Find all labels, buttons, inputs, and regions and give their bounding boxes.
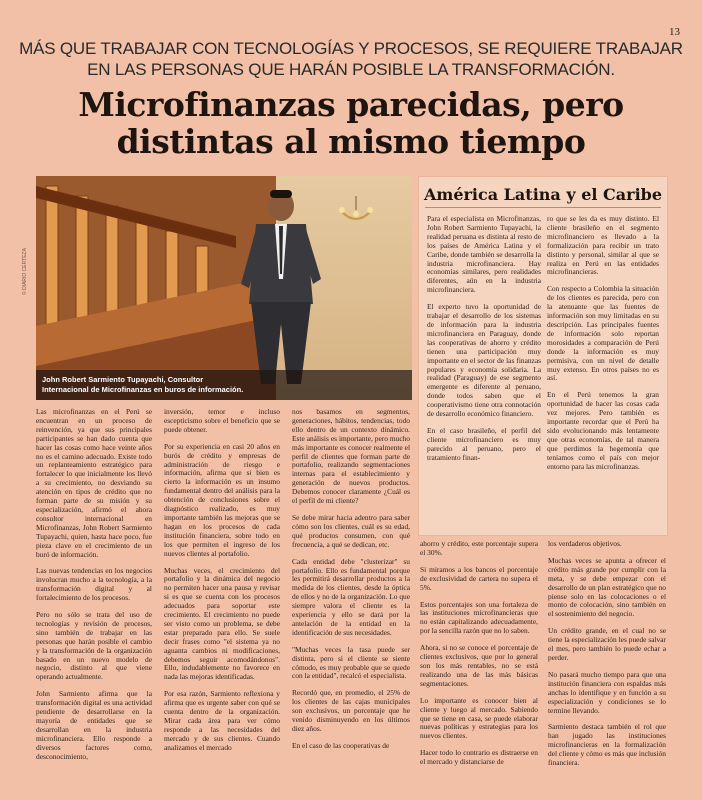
body-paragraph: nos basamos en segmentos, generaciones, hábitos, tendencias, todo ello dentro de un contexto dinámico. Este análisis es importante, pero mucho más importante es conocer realmente el perfil de clientes que forman parte de portafolio, realizando segmentaciones internas para el establecimiento y generación de nuevos productos. Debemos conocer claramente ¿Cuál es el perfil de mi cliente?	[292, 407, 410, 506]
sidebar-column-1	[427, 215, 541, 471]
kicker	[0, 38, 702, 80]
sidebar-paragraph: Para el especialista en Microfinanzas, John Robert Sarmiento Tupayachi, la realidad peruana es distinta al resto de los países de América Latina y el Caribe, donde también se desarrolla la industria microfinanciera. Hay economías similares, pero realidades diferentes, aún en la industria microfinanciera.	[427, 214, 541, 295]
body-paragraph: Estos porcentajes son una fortaleza de las instituciones microfinancieras que no están capitalizando adecuadamente, por la sencilla razón que no lo saben.	[420, 599, 538, 636]
sidebar-paragraph: ro que se les da es muy distinto. El cliente brasileño en el segmento microfinanciero es llevado a la formalización para recibir un trato distinto y personal, similar al que se realiza en Perú en las entidades microfinancieras.	[547, 214, 659, 277]
headline	[0, 86, 702, 160]
body-paragraph: Se debe mirar hacia adentro para saber cómo son los clientes, cuál es su edad, qué productos consumen, con qué frecuencia, a qué se dedican, etc.	[292, 512, 410, 549]
sidebar-paragraph: En el caso brasileño, el perfil del cliente microfinanciero es muy parecido al peruano, pero el tratamiento finan-	[427, 425, 541, 462]
body-paragraph: Las microfinanzas en el Perú se encuentran en un proceso de reinvención, ya que sus principales participantes se han dado cuenta que hacer las cosas como hace veinte años no es el camino adecuado. Existe todo un replanteamiento estratégico para fortalecer lo que inicialmente los llevó a su crecimiento, no desviando su atención en tipos de crédito que no forman parte de su misión y su especialización, afirmó el ahora consultor internacional en Microfinanzas, John Robert Sarmiento Tupayachi, quien, hasta hace poco, fue pieza clave en el crecimiento de un buró de información.	[36, 407, 152, 559]
body-column-1	[36, 408, 152, 770]
sidebar-paragraph: En el Perú tenemos la gran oportunidad de hacer las cosas cada vez mejores. Pero también es importante recordar que el Perú ha sido evolucionando más lentamente que otras economías, de tal manera que perdimos la hegemonía que teníamos como el país con mejor entorno para las microfinanzas.	[547, 390, 659, 471]
body-paragraph: Un crédito grande, en el cual no se tiene la especialización les puede salvar el mes, pero también lo puede echar a perder.	[548, 626, 666, 662]
body-paragraph: Muchas veces, el crecimiento del portafolio y la dinámica del negocio no permiten hacer una pausa y revisar si es que se cuenta con los procesos adecuados para soportar este crecimiento. El crecimiento no puede ser visto como un problema, se debe estar preparado para ello. Se suele decir frases como "el sistema ya no aguanta cambios ni modificaciones, debemos seguir acomodándonos". Ello, indudablemente no favorece en nada las mejoras identificadas.	[164, 565, 280, 682]
headline-line-1: Microfinanzas parecidas, pero	[78, 85, 624, 124]
body-paragraph: Ahora, si no se conoce el porcentaje de clientes exclusivos, que por lo general son los más rentables, no se está realizando una de las más básicas segmentaciones.	[420, 643, 538, 688]
body-paragraph: Las nuevas tendencias en los negocios involucran mucho a la tecnología, a la transformación digital y al fortalecimiento de los procesos.	[36, 566, 152, 603]
body-paragraph: inversión, temor e incluso escepticismo sobre el beneficio que se puede obtener.	[164, 407, 280, 434]
body-paragraph: "Muchas veces la tasa puede ser distinta, pero si el cliente se siente cómodo, es muy probable que se quede con la entidad", recalcó el especialista.	[292, 644, 410, 681]
body-paragraph: No pasará mucho tiempo para que una institución financiera con espaldas más anchas lo identifique y en función a su especialización y condiciones se lo termine llevando.	[548, 669, 666, 715]
photo-caption-line-2: Internacional de Microfinanzas en buros de información.	[42, 385, 244, 394]
body-paragraph: Cada entidad debe "clusterizar" su portafolio. Ello es fundamental porque les permitirá desarrollar productos a la medida de los clientes, desde la óptica de ellos y no de la organización. Lo que siempre valora el cliente es la experiencia y ello se dará por la antelación de la entidad en la identificación de sus necesidades.	[292, 556, 410, 637]
body-paragraph: John Sarmiento afirma que la transformación digital es una actividad pendiente de desarrollarse en la mayoría de entidades que se desarrollan en la industria microfinanciera. Ello responde a diversos factores como, desconocimiento,	[36, 689, 152, 761]
body-paragraph: Por esa razón, Sarmiento reflexiona y afirma que es urgente saber con qué se cuenta dentro de la organización. Mirar cada área para ver cómo responde a las necesidades del mercado y de sus clientes. Cuando analizamos el mercado	[164, 689, 280, 752]
sidebar-title: América Latina y el Caribe	[423, 185, 663, 204]
kicker-line-1: MÁS QUE TRABAJAR CON TECNOLOGÍAS Y PROCESOS, SE REQUIERE TRABAJAR	[19, 39, 683, 58]
photo	[36, 176, 412, 400]
body-paragraph: Muchas veces se apunta a ofrecer el crédito más grande por cumplir con la meta, y se debe empezar con el desarrollo de un plan estratégico que no piense solo en las colocaciones o el monto de colocación, sino también en el sostenimiento del negocio.	[548, 555, 666, 619]
sidebar-divider	[425, 207, 661, 208]
kicker-line-2: EN LAS PERSONAS QUE HARÁN POSIBLE LA TRANSFORMACIÓN.	[87, 60, 615, 79]
body-column-2	[164, 408, 280, 761]
page-number: 13	[669, 26, 680, 38]
headline-line-2: distintas al mismo tiempo	[116, 122, 586, 161]
body-column-3	[292, 408, 410, 759]
sidebar-box	[418, 176, 668, 536]
chandelier-icon	[336, 196, 376, 236]
body-column-4	[420, 540, 538, 775]
body-paragraph: Si miramos a los bancos el porcentaje de exclusividad de cartera no supera el 5%.	[420, 564, 538, 592]
body-paragraph: Recordó que, en promedio, el 25% de los clientes de las cajas municipales son exclusivos, un porcentaje que he venido disminuyendo en los últimos diez años.	[292, 688, 410, 733]
body-paragraph: Lo importante es conocer bien al cliente y luego al mercado. Sabiendo que se tiene en casa, se puede elaborar nuevas políticas y estrategias para los nuevos clientes.	[420, 695, 538, 741]
photo-credit	[22, 175, 30, 295]
sidebar-paragraph: Con respecto a Colombia la situación de los clientes es parecida, pero con la atenuante que las fuentes de información son muy limitadas en su descripción. Las principales fuentes de información solo reportan morosidades a comparación de Perú donde la información es muy permisiva, con un nivel de detalle muy extenso. En otros países no es así.	[547, 284, 659, 383]
body-paragraph: Pero no sólo se trata del uso de tecnologías y revisión de procesos, sino también de trabajar en las personas que harán posible el cambio y la transformación de la organización basado en un nuevo modelo de negocio, distinto al que viene operando actualmente.	[36, 610, 152, 682]
body-paragraph: Por su experiencia en casi 20 años en burós de crédito y empresas de administración de riesgo e información, afirma que si bien es cierto la información es un insumo fundamental dentro del análisis para la obtención de conclusiones sobre el diagnóstico realizado, es muy importante también las mejoras que se hagan en los procesos de cada institución financiera, sobre todo en los que permiten el ingreso de los nuevos clientes al portafolio.	[164, 441, 280, 558]
body-paragraph: Hacer todo lo contrario es distraerse en el mercado y distanciarse de	[420, 748, 538, 767]
sidebar-column-2	[547, 215, 659, 479]
photo-caption	[36, 370, 412, 400]
body-paragraph: Sarmiento destaca también el rol que han jugado las instituciones microfinancieras en la formalización del cliente y cómo es más que inclusión financiera.	[548, 722, 666, 768]
sidebar-paragraph: El experto tuvo la oportunidad de trabajar el desarrollo de los sistemas de información para la industria microfinanciera en Paraguay, donde las cooperativas de ahorro y crédito tienen una participación muy importante en el sector de las finanzas populares y economía solidaria. La realidad (Paraguay) de ese segmento emergente es diferente al peruano, donde todos saben que el cooperativismo tiene otra connotación de desarrollo económico financiero.	[427, 302, 541, 419]
photo-credit-text: © DIARIO CERTEZA	[22, 248, 28, 295]
man-illustration	[221, 184, 341, 384]
photo-caption-line-1: John Robert Sarmiento Tupayachi, Consultor	[42, 375, 204, 384]
body-paragraph: los verdaderos objetivos.	[548, 539, 622, 548]
body-column-5	[548, 540, 666, 776]
body-paragraph: En el caso de las cooperativas de	[292, 740, 390, 750]
body-paragraph: ahorro y crédito, este porcentaje supera el 30%.	[420, 539, 538, 557]
